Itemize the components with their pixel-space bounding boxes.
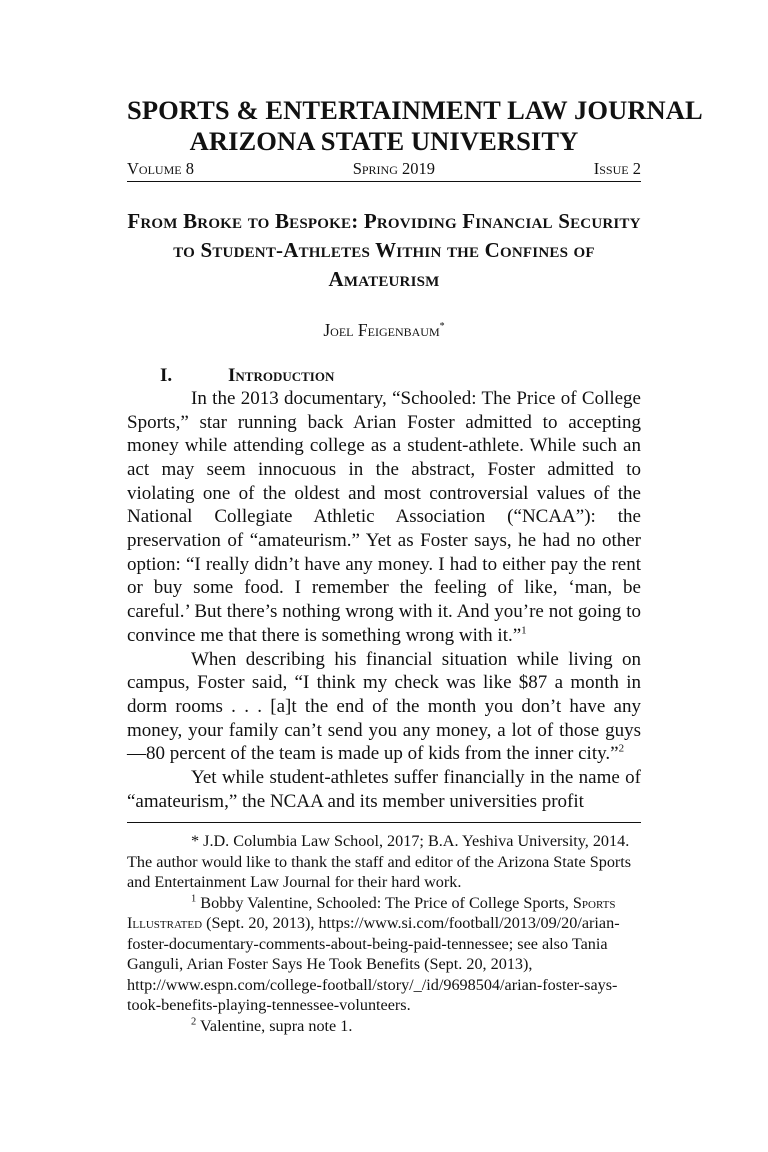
season-label: Spring 2019 [352, 159, 436, 178]
footnote-number: 1 [191, 893, 197, 905]
issue-label: Issue 2 [593, 159, 641, 178]
footnote-number: 2 [191, 1016, 197, 1028]
journal-title [127, 95, 703, 157]
paragraph-text: In the 2013 documentary, “Schooled: The Price of College Sports,” star running back Arian Foster admitted to accepting money while attending college as a student-athlete. While such an act may seem innocuous in the abstract, Foster admitted to violating one of the oldest and most controversial values of the National Collegiate Athletic Association (“NCAA”): the preservation of “amateurism.” Yet as Foster says, he had no other option: “I really didn’t have any money. I had to either pay the rent or buy some food. I remember the feeling of like, ‘man, be careful.’ But there’s nothing wrong with it. And you’re not going to convince me that there is something wrong with it.” [127, 387, 641, 646]
paragraph-text: When describing his financial situation while living on campus, Foster said, “I think my check was like $87 a month in dorm rooms . . . [a]t the end of the month you don’t have any money, your family can’t send you any money, a lot of those guys—80 percent of the team is made up of kids from the inner city.” [127, 648, 641, 765]
issue-bar [127, 158, 641, 182]
journal-name: SPORTS & ENTERTAINMENT LAW JOURNAL [127, 95, 703, 125]
volume-label: Volume 8 [127, 159, 194, 178]
journal-page [127, 95, 703, 1036]
section-heading [127, 364, 641, 387]
footnote-ref: 1 [521, 624, 527, 637]
paragraph [127, 648, 641, 767]
footnote-text: Valentine, supra note 1. [200, 1016, 353, 1035]
author-footnote-mark: * [439, 321, 445, 332]
paragraph [127, 766, 641, 813]
author-line [127, 316, 641, 341]
footnote-citation: (Sept. 20, 2013), https://www.si.com/football/2013/09/20/arian-foster-documentary-comments-about-being-paid-tennessee; see also Tania Ganguli, Arian Foster Says He Took Benefits (Sept. 20, 2013), http://www.espn.com/college-football/story/_/id/9698504/arian-foster-says-took-benefits-playing-tennessee-volunteers. [127, 914, 620, 1015]
paragraph [127, 387, 641, 648]
footnote-author: * J.D. Columbia Law School, 2017; B.A. Yeshiva University, 2014. The author would like to thank the staff and editor of the Arizona State Sports and Entertainment Law Journal for their hard work. [127, 832, 632, 892]
section-number: I. [160, 364, 173, 386]
footnote-publication: Sports Illustrated [127, 893, 616, 933]
footnote-2 [127, 1016, 641, 1037]
article-title: From Broke to Bespoke: Providing Financial Security to Student-Athletes Within the Confines of Amateurism [127, 209, 641, 291]
paragraph-text: Yet while student-athletes suffer financially in the name of “amateurism,” the NCAA and its member universities profit [127, 767, 641, 812]
footnote-divider [127, 822, 641, 823]
footnotes [127, 831, 641, 1036]
journal-university: ARIZONA STATE UNIVERSITY [189, 126, 579, 156]
body-text [127, 387, 641, 814]
footnote-1 [127, 893, 641, 1016]
section-title: Introduction [228, 364, 335, 386]
footnote-ref: 2 [618, 743, 625, 756]
author-name: Joel Feigenbaum [323, 319, 440, 340]
footnote-text: Bobby Valentine, Schooled: The Price of College Sports, [200, 893, 569, 912]
